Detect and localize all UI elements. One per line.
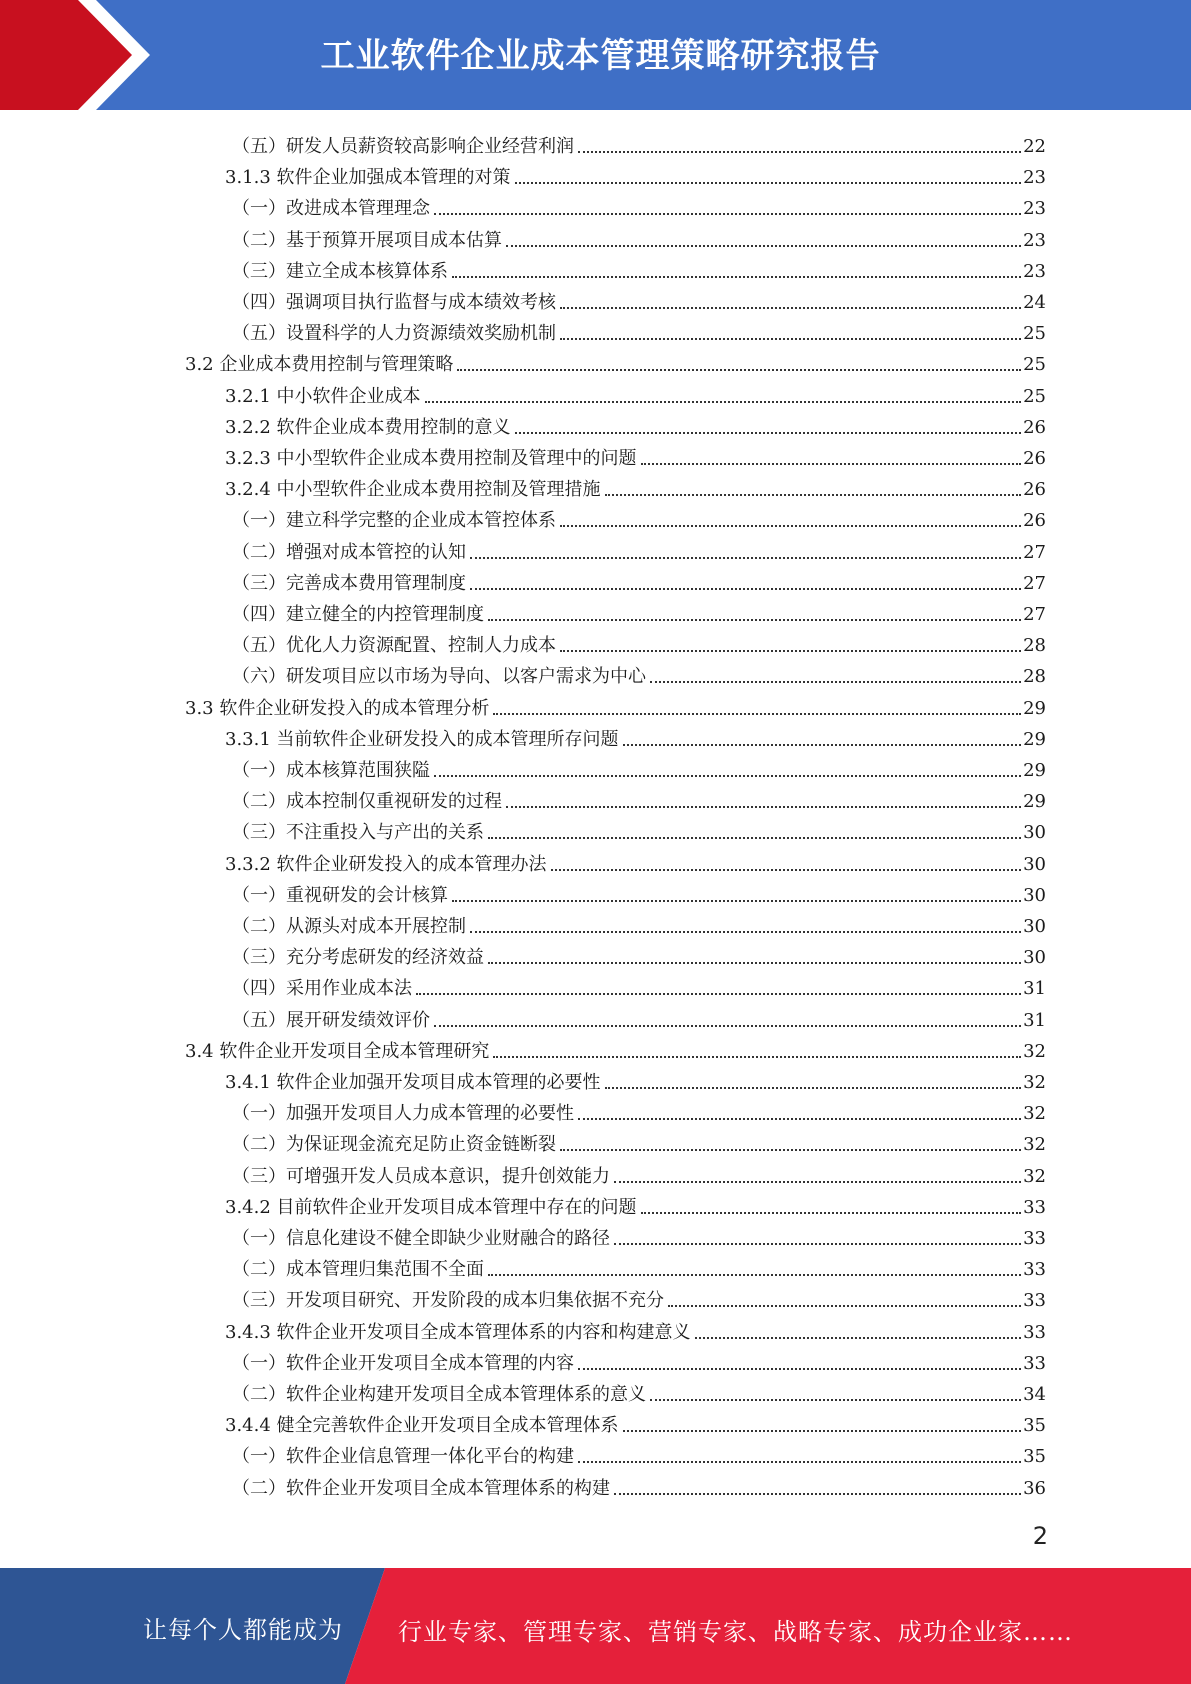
toc-entry[interactable] xyxy=(232,907,1046,938)
toc-entry[interactable] xyxy=(232,782,1046,813)
toc-entry[interactable] xyxy=(232,252,1046,283)
toc-entry-page: 32 xyxy=(1023,1134,1046,1156)
toc-dot-leader xyxy=(493,713,1021,715)
toc-entry-page: 33 xyxy=(1023,1290,1046,1312)
toc-entry[interactable] xyxy=(232,1125,1046,1156)
toc-dot-leader xyxy=(560,525,1021,527)
toc-entry[interactable] xyxy=(232,938,1046,969)
toc-entry-title: （一）成本核算范围狭隘 xyxy=(232,760,430,781)
toc-entry[interactable] xyxy=(232,564,1046,595)
toc-entry[interactable] xyxy=(232,1250,1046,1281)
toc-dot-leader xyxy=(578,151,1021,153)
toc-dot-leader xyxy=(434,213,1021,215)
toc-dot-leader xyxy=(614,1181,1021,1183)
toc-entry-title: （二）从源头对成本开展控制 xyxy=(232,916,466,937)
toc-entry-page: 34 xyxy=(1023,1384,1046,1405)
toc-entry-page: 35 xyxy=(1023,1415,1046,1437)
toc-dot-leader xyxy=(506,245,1021,247)
toc-entry-page: 35 xyxy=(1023,1446,1046,1468)
toc-dot-leader xyxy=(668,1305,1021,1307)
toc-entry[interactable] xyxy=(232,189,1046,220)
toc-entry[interactable] xyxy=(225,1188,1046,1219)
toc-entry-title: 3.3 软件企业研发投入的成本管理分析 xyxy=(185,697,490,719)
toc-entry[interactable] xyxy=(232,657,1046,688)
footer-slogan-right: 行业专家、管理专家、营销专家、战略专家、成功企业家…… xyxy=(398,1618,1073,1646)
toc-entry[interactable] xyxy=(225,845,1046,876)
toc-entry-page: 33 xyxy=(1023,1259,1046,1281)
toc-entry-title: 3.2.2 软件企业成本费用控制的意义 xyxy=(225,416,511,438)
toc-entry-title: 3.2.4 中小型软件企业成本费用控制及管理措施 xyxy=(225,479,601,501)
toc-entry[interactable] xyxy=(232,1219,1046,1250)
toc-dot-leader xyxy=(614,1493,1021,1495)
toc-entry[interactable] xyxy=(232,283,1046,314)
toc-dot-leader xyxy=(470,588,1021,590)
toc-dot-leader xyxy=(506,806,1021,808)
toc-entry-page: 23 xyxy=(1023,229,1046,251)
toc-entry[interactable] xyxy=(225,1406,1046,1437)
toc-entry-title: （五）展开研发绩效评价 xyxy=(232,1009,430,1031)
toc-entry[interactable] xyxy=(225,439,1046,470)
toc-entry-page: 32 xyxy=(1023,1072,1046,1093)
toc-entry-page: 32 xyxy=(1023,1103,1046,1125)
toc-dot-leader xyxy=(488,619,1021,621)
toc-entry[interactable] xyxy=(232,127,1046,158)
toc-dot-leader xyxy=(605,1087,1022,1089)
toc-dot-leader xyxy=(493,1056,1021,1058)
toc-entry-page: 26 xyxy=(1023,416,1046,438)
toc-entry-page: 33 xyxy=(1023,1228,1046,1249)
toc-entry-title: （三）开发项目研究、开发阶段的成本归集依据不充分 xyxy=(232,1290,664,1312)
toc-entry-title: （一）信息化建设不健全即缺少业财融合的路径 xyxy=(232,1228,610,1249)
toc-entry-page: 24 xyxy=(1023,292,1046,313)
toc-entry-page: 29 xyxy=(1023,791,1046,813)
toc-entry-page: 26 xyxy=(1023,479,1046,501)
toc-entry[interactable] xyxy=(232,751,1046,782)
toc-entry-title: （三）完善成本费用管理制度 xyxy=(232,572,466,594)
toc-entry-page: 27 xyxy=(1023,604,1046,625)
toc-entry[interactable] xyxy=(225,408,1046,439)
toc-entry-page: 30 xyxy=(1023,884,1046,906)
toc-entry-title: （五）研发人员薪资较高影响企业经营利润 xyxy=(232,136,574,157)
toc-entry[interactable] xyxy=(232,813,1046,844)
toc-entry-title: （二）成本控制仅重视研发的过程 xyxy=(232,791,502,813)
toc-entry-page: 29 xyxy=(1023,760,1046,781)
toc-entry-title: （一）软件企业信息管理一体化平台的构建 xyxy=(232,1446,574,1468)
toc-entry-title: （一）建立科学完整的企业成本管控体系 xyxy=(232,510,556,532)
toc-entry-title: 3.3.2 软件企业研发投入的成本管理办法 xyxy=(225,853,547,875)
toc-entry[interactable] xyxy=(232,501,1046,532)
toc-entry-page: 30 xyxy=(1023,947,1046,969)
toc-entry-page: 23 xyxy=(1023,260,1046,282)
toc-entry-page: 30 xyxy=(1023,853,1046,875)
toc-dot-leader xyxy=(515,182,1022,184)
toc-dot-leader xyxy=(515,432,1022,434)
toc-entry-page: 31 xyxy=(1023,978,1046,1000)
toc-entry[interactable] xyxy=(185,345,1046,376)
toc-entry[interactable] xyxy=(225,158,1046,189)
page-number: 2 xyxy=(1032,1522,1048,1550)
toc-entry[interactable] xyxy=(185,689,1046,720)
toc-dot-leader xyxy=(560,307,1021,309)
toc-dot-leader xyxy=(457,369,1021,371)
toc-entry-title: 3.4.1 软件企业加强开发项目成本管理的必要性 xyxy=(225,1072,601,1093)
toc-entry[interactable] xyxy=(232,1437,1046,1468)
toc-entry[interactable] xyxy=(232,1281,1046,1312)
toc-entry[interactable] xyxy=(232,969,1046,1000)
toc-entry-title: （二）软件企业开发项目全成本管理体系的构建 xyxy=(232,1477,610,1499)
toc-entry-page: 23 xyxy=(1023,198,1046,220)
footer-slogan-left: 让每个人都能成为 xyxy=(143,1616,343,1644)
toc-dot-leader xyxy=(488,1274,1021,1276)
toc-dot-leader xyxy=(578,1118,1021,1120)
page-footer xyxy=(0,1568,1191,1684)
toc-entry-page: 28 xyxy=(1023,666,1046,688)
toc-dot-leader xyxy=(470,931,1021,933)
toc-entry-page: 22 xyxy=(1023,136,1046,157)
toc-dot-leader xyxy=(614,1243,1021,1245)
toc-entry[interactable] xyxy=(225,1313,1046,1344)
toc-dot-leader xyxy=(425,401,1022,403)
toc-entry-title: （二）增强对成本管控的认知 xyxy=(232,541,466,563)
toc-entry-title: 3.2.1 中小软件企业成本 xyxy=(225,385,421,407)
toc-entry[interactable] xyxy=(225,720,1046,751)
toc-entry-title: 3.4.2 目前软件企业开发项目成本管理中存在的问题 xyxy=(225,1196,637,1218)
toc-entry[interactable] xyxy=(232,314,1046,345)
toc-entry[interactable] xyxy=(232,221,1046,252)
toc-dot-leader xyxy=(578,1461,1021,1463)
toc-dot-leader xyxy=(470,557,1021,559)
toc-dot-leader xyxy=(560,1149,1021,1151)
toc-entry-title: （一）改进成本管理理念 xyxy=(232,198,430,220)
toc-dot-leader xyxy=(695,1337,1022,1339)
toc-entry-page: 31 xyxy=(1023,1009,1046,1031)
toc-entry[interactable] xyxy=(225,470,1046,501)
toc-entry[interactable] xyxy=(232,1001,1046,1032)
toc-entry[interactable] xyxy=(225,377,1046,408)
toc-entry-title: （三）建立全成本核算体系 xyxy=(232,260,448,282)
toc-dot-leader xyxy=(623,1430,1022,1432)
toc-entry-title: （四）建立健全的内控管理制度 xyxy=(232,604,484,625)
toc-entry-page: 29 xyxy=(1023,697,1046,719)
toc-entry-title: （二）基于预算开展项目成本估算 xyxy=(232,229,502,251)
document-title: 工业软件企业成本管理策略研究报告 xyxy=(320,36,881,76)
toc-entry-page: 29 xyxy=(1023,728,1046,750)
toc-entry-page: 25 xyxy=(1023,385,1046,407)
toc-dot-leader xyxy=(551,869,1022,871)
toc-entry[interactable] xyxy=(232,1344,1046,1375)
toc-entry-title: 3.4 软件企业开发项目全成本管理研究 xyxy=(185,1040,490,1062)
page-header xyxy=(0,0,1191,110)
toc-entry[interactable] xyxy=(225,1063,1046,1094)
toc-entry-title: （二）为保证现金流充足防止资金链断裂 xyxy=(232,1134,556,1156)
toc-entry[interactable] xyxy=(232,626,1046,657)
toc-entry-page: 26 xyxy=(1023,448,1046,469)
toc-entry-page: 32 xyxy=(1023,1165,1046,1187)
toc-dot-leader xyxy=(578,1368,1021,1370)
toc-dot-leader xyxy=(623,744,1022,746)
toc-dot-leader xyxy=(452,276,1021,278)
toc-entry-page: 25 xyxy=(1023,323,1046,345)
toc-entry-page: 27 xyxy=(1023,572,1046,594)
toc-dot-leader xyxy=(488,962,1021,964)
toc-dot-leader xyxy=(416,993,1021,995)
toc-entry-title: 3.2.3 中小型软件企业成本费用控制及管理中的问题 xyxy=(225,448,637,469)
toc-dot-leader xyxy=(650,1399,1021,1401)
toc-entry-title: （五）设置科学的人力资源绩效奖励机制 xyxy=(232,323,556,345)
toc-dot-leader xyxy=(452,900,1021,902)
toc-entry[interactable] xyxy=(232,1157,1046,1188)
toc-dot-leader xyxy=(641,1212,1022,1214)
toc-entry-title: （六）研发项目应以市场为导向、以客户需求为中心 xyxy=(232,666,646,688)
toc-entry-page: 30 xyxy=(1023,916,1046,937)
toc-dot-leader xyxy=(488,837,1021,839)
toc-entry-title: 3.4.3 软件企业开发项目全成本管理体系的内容和构建意义 xyxy=(225,1321,691,1343)
toc-dot-leader xyxy=(560,650,1021,652)
toc-dot-leader xyxy=(434,775,1021,777)
toc-entry[interactable] xyxy=(232,595,1046,626)
toc-dot-leader xyxy=(434,1025,1021,1027)
toc-entry-title: （一）重视研发的会计核算 xyxy=(232,884,448,906)
toc-entry-title: 3.2 企业成本费用控制与管理策略 xyxy=(185,354,454,376)
toc-dot-leader xyxy=(560,338,1021,340)
toc-entry-title: （三）不注重投入与产出的关系 xyxy=(232,822,484,844)
toc-entry-page: 33 xyxy=(1023,1196,1046,1218)
toc-entry-page: 26 xyxy=(1023,510,1046,532)
toc-entry[interactable] xyxy=(232,1469,1046,1500)
toc-entry-page: 36 xyxy=(1023,1477,1046,1499)
toc-entry-title: （四）强调项目执行监督与成本绩效考核 xyxy=(232,292,556,313)
toc-entry-title: （一）软件企业开发项目全成本管理的内容 xyxy=(232,1352,574,1374)
toc-entry[interactable] xyxy=(232,876,1046,907)
toc-entry-title: 3.4.4 健全完善软件企业开发项目全成本管理体系 xyxy=(225,1415,619,1437)
toc-dot-leader xyxy=(641,463,1022,465)
toc-entry-page: 25 xyxy=(1023,354,1046,376)
toc-entry-title: （五）优化人力资源配置、控制人力成本 xyxy=(232,635,556,657)
toc-entry-page: 23 xyxy=(1023,167,1046,189)
toc-dot-leader xyxy=(605,494,1022,496)
toc-entry-page: 30 xyxy=(1023,822,1046,844)
toc-dot-leader xyxy=(650,681,1021,683)
toc-entry-title: （三）充分考虑研发的经济效益 xyxy=(232,947,484,969)
toc-entry-page: 33 xyxy=(1023,1321,1046,1343)
toc-entry[interactable] xyxy=(232,1094,1046,1125)
toc-entry-page: 28 xyxy=(1023,635,1046,657)
toc-entry-title: （三）可增强开发人员成本意识，提升创效能力 xyxy=(232,1165,610,1187)
toc-entry[interactable] xyxy=(232,1375,1046,1406)
toc-entry-page: 27 xyxy=(1023,541,1046,563)
toc-entry-title: 3.3.1 当前软件企业研发投入的成本管理所存问题 xyxy=(225,728,619,750)
toc-entry-title: （一）加强开发项目人力成本管理的必要性 xyxy=(232,1103,574,1125)
toc-entry-title: （二）软件企业构建开发项目全成本管理体系的意义 xyxy=(232,1384,646,1405)
toc-entry-title: 3.1.3 软件企业加强成本管理的对策 xyxy=(225,167,511,189)
toc-entry[interactable] xyxy=(185,1032,1046,1063)
toc-entry-page: 32 xyxy=(1023,1040,1046,1062)
toc-entry-page: 33 xyxy=(1023,1352,1046,1374)
toc-entry-title: （二）成本管理归集范围不全面 xyxy=(232,1259,484,1281)
toc-entry[interactable] xyxy=(232,533,1046,564)
toc-entry-title: （四）采用作业成本法 xyxy=(232,978,412,1000)
